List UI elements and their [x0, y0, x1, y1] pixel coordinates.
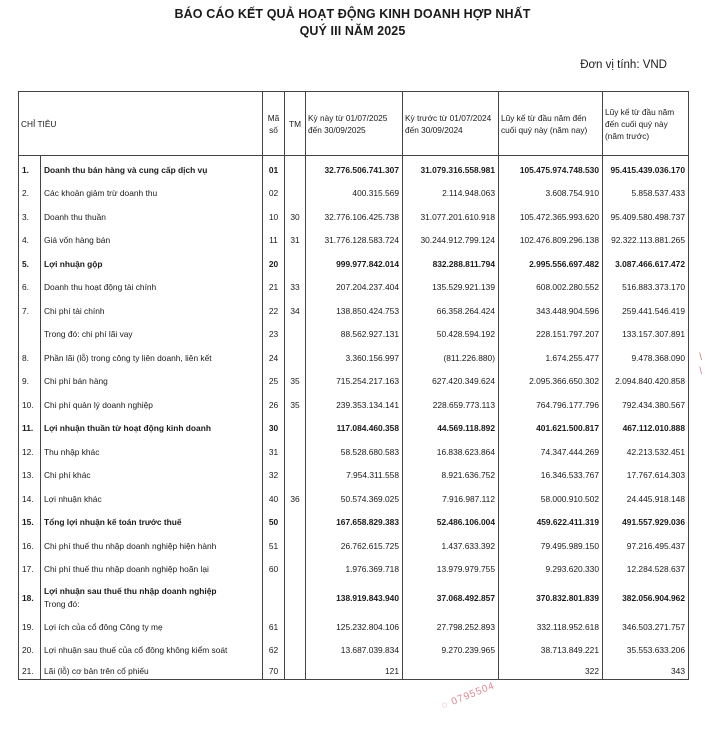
- row-number: 9.: [19, 370, 41, 394]
- header-indicator: CHỈ TIÊU: [19, 92, 263, 156]
- row-note: [285, 252, 306, 276]
- row-value-current-period: 125.232.804.106: [306, 615, 403, 639]
- row-value-current-period: 26.762.615.725: [306, 534, 403, 558]
- row-note: [285, 323, 306, 347]
- table-row: [19, 370, 689, 394]
- row-value-previous-period: 8.921.636.752: [403, 464, 499, 488]
- row-number: 20.: [19, 639, 41, 663]
- row-value-current-period: 400.315.569: [306, 182, 403, 206]
- row-note: [285, 581, 306, 615]
- row-code: 62: [263, 639, 285, 663]
- table-header-row: [19, 92, 689, 156]
- row-label: Chi phí khác: [41, 464, 263, 488]
- row-note: [285, 156, 306, 182]
- row-code: 26: [263, 393, 285, 417]
- row-note: [285, 440, 306, 464]
- currency-unit: Đơn vị tính: VND: [580, 59, 667, 71]
- row-value-previous-period: 16.838.623.864: [403, 440, 499, 464]
- row-number: [19, 323, 41, 347]
- row-label: Doanh thu hoạt động tài chính: [41, 276, 263, 300]
- row-number: 1.: [19, 156, 41, 182]
- row-value-ytd-current: 343.448.904.596: [499, 299, 603, 323]
- row-value-ytd-current: 38.713.849.221: [499, 639, 603, 663]
- row-label: Doanh thu bán hàng và cung cấp dịch vụ: [41, 156, 263, 182]
- row-value-ytd-previous: 12.284.528.637: [603, 558, 689, 582]
- row-number: 13.: [19, 464, 41, 488]
- row-number: 8.: [19, 346, 41, 370]
- table-row: [19, 440, 689, 464]
- row-value-ytd-current: 9.293.620.330: [499, 558, 603, 582]
- row-label: Chi phí thuế thu nhập doanh nghiệp hiện hành: [41, 534, 263, 558]
- row-value-current-period: 3.360.156.997: [306, 346, 403, 370]
- row-label: Lợi nhuận gộp: [41, 252, 263, 276]
- row-label: Các khoản giảm trừ doanh thu: [41, 182, 263, 206]
- row-value-ytd-previous: 133.157.307.891: [603, 323, 689, 347]
- row-value-current-period: 207.204.237.404: [306, 276, 403, 300]
- row-number: 21.: [19, 662, 41, 680]
- table-row: [19, 182, 689, 206]
- row-note: 36: [285, 487, 306, 511]
- row-code: [263, 581, 285, 615]
- row-label: Giá vốn hàng bán: [41, 229, 263, 253]
- table-row: [19, 511, 689, 535]
- row-code: 24: [263, 346, 285, 370]
- row-label: Trong đó: chi phí lãi vay: [41, 323, 263, 347]
- row-note: 35: [285, 370, 306, 394]
- row-value-ytd-previous: 24.445.918.148: [603, 487, 689, 511]
- row-value-ytd-current: 764.796.177.796: [499, 393, 603, 417]
- row-value-current-period: 32.776.506.741.307: [306, 156, 403, 182]
- row-value-ytd-current: 3.608.754.910: [499, 182, 603, 206]
- row-value-ytd-previous: 491.557.929.036: [603, 511, 689, 535]
- header-code: Mã số: [263, 92, 285, 156]
- row-value-ytd-previous: 346.503.271.757: [603, 615, 689, 639]
- row-value-current-period: 167.658.829.383: [306, 511, 403, 535]
- row-number: 11.: [19, 417, 41, 441]
- row-code: 01: [263, 156, 285, 182]
- row-note: [285, 639, 306, 663]
- row-note: 35: [285, 393, 306, 417]
- row-label-main: Lợi nhuận sau thuế thu nhập doanh nghiệp: [44, 586, 217, 596]
- company-seal-stamp: ◌ 0795504: [439, 680, 497, 712]
- row-value-previous-period: 52.486.106.004: [403, 511, 499, 535]
- row-value-ytd-current: 1.674.255.477: [499, 346, 603, 370]
- row-value-ytd-previous: 2.094.840.420.858: [603, 370, 689, 394]
- row-note: [285, 511, 306, 535]
- row-code: 23: [263, 323, 285, 347]
- row-value-previous-period: 13.979.979.755: [403, 558, 499, 582]
- row-note: 30: [285, 205, 306, 229]
- row-number: 16.: [19, 534, 41, 558]
- row-number: 7.: [19, 299, 41, 323]
- row-label: Phần lãi (lỗ) trong công ty liên doanh, liên kết: [41, 346, 263, 370]
- table-row: [19, 487, 689, 511]
- row-label: Chi phí bán hàng: [41, 370, 263, 394]
- row-code: 30: [263, 417, 285, 441]
- row-code: 51: [263, 534, 285, 558]
- row-note: [285, 464, 306, 488]
- row-value-previous-period: 31.079.316.558.981: [403, 156, 499, 182]
- row-value-current-period: 715.254.217.163: [306, 370, 403, 394]
- row-value-current-period: 88.562.927.131: [306, 323, 403, 347]
- row-value-ytd-current: 16.346.533.767: [499, 464, 603, 488]
- table-row: [19, 662, 689, 680]
- row-number: 18.: [19, 581, 41, 615]
- table-row: [19, 229, 689, 253]
- row-value-ytd-previous: 95.409.580.498.737: [603, 205, 689, 229]
- row-label: Lợi nhuận sau thuế của cổ đông không kiểm soát: [41, 639, 263, 663]
- table-row: [19, 156, 689, 182]
- row-number: 17.: [19, 558, 41, 582]
- row-value-ytd-previous: 42.213.532.451: [603, 440, 689, 464]
- row-number: 15.: [19, 511, 41, 535]
- table-row: [19, 276, 689, 300]
- row-value-current-period: 138.919.843.940: [306, 581, 403, 615]
- row-value-ytd-current: 79.495.989.150: [499, 534, 603, 558]
- row-label: Doanh thu thuần: [41, 205, 263, 229]
- table-row: [19, 346, 689, 370]
- table-row: [19, 615, 689, 639]
- row-value-ytd-current: 105.472.365.993.620: [499, 205, 603, 229]
- row-note: [285, 662, 306, 680]
- row-value-ytd-current: 332.118.952.618: [499, 615, 603, 639]
- row-value-current-period: 999.977.842.014: [306, 252, 403, 276]
- row-value-previous-period: 66.358.264.424: [403, 299, 499, 323]
- row-code: 21: [263, 276, 285, 300]
- row-value-ytd-previous: 343: [603, 662, 689, 680]
- row-value-current-period: 7.954.311.558: [306, 464, 403, 488]
- row-value-ytd-previous: 35.553.633.206: [603, 639, 689, 663]
- row-note: 33: [285, 276, 306, 300]
- row-note: [285, 615, 306, 639]
- row-note: 31: [285, 229, 306, 253]
- report-subtitle: QUÝ III NĂM 2025: [299, 24, 406, 38]
- row-value-previous-period: 7.916.987.112: [403, 487, 499, 511]
- row-value-ytd-previous: 9.478.368.090: [603, 346, 689, 370]
- row-value-ytd-previous: 792.434.380.567: [603, 393, 689, 417]
- header-ytd-current: Lũy kế từ đầu năm đến cuối quý này (năm nay): [499, 92, 603, 156]
- row-label: Chi phí quản lý doanh nghiệp: [41, 393, 263, 417]
- row-number: 6.: [19, 276, 41, 300]
- row-value-current-period: 13.687.039.834: [306, 639, 403, 663]
- row-value-previous-period: 9.270.239.965: [403, 639, 499, 663]
- row-value-current-period: 117.084.460.358: [306, 417, 403, 441]
- row-note: [285, 534, 306, 558]
- row-note: [285, 182, 306, 206]
- row-value-previous-period: 50.428.594.192: [403, 323, 499, 347]
- row-value-previous-period: [403, 662, 499, 680]
- row-value-previous-period: 135.529.921.139: [403, 276, 499, 300]
- row-value-ytd-current: 370.832.801.839: [499, 581, 603, 615]
- row-label: Lợi ích của cổ đông Công ty mẹ: [41, 615, 263, 639]
- edge-stamp-mark: \: [699, 352, 702, 363]
- row-value-ytd-previous: 467.112.010.888: [603, 417, 689, 441]
- row-value-previous-period: 30.244.912.799.124: [403, 229, 499, 253]
- table-row: [19, 639, 689, 663]
- row-value-ytd-current: 322: [499, 662, 603, 680]
- table-row: [19, 464, 689, 488]
- row-label: Lợi nhuận thuần từ hoạt động kinh doanh: [41, 417, 263, 441]
- row-value-ytd-previous: 5.858.537.433: [603, 182, 689, 206]
- row-code: 11: [263, 229, 285, 253]
- row-code: 02: [263, 182, 285, 206]
- row-value-current-period: 31.776.128.583.724: [306, 229, 403, 253]
- row-value-ytd-current: 608.002.280.552: [499, 276, 603, 300]
- row-number: 4.: [19, 229, 41, 253]
- table-row: [19, 581, 689, 615]
- table-row: [19, 299, 689, 323]
- row-code: 25: [263, 370, 285, 394]
- row-value-ytd-current: 459.622.411.319: [499, 511, 603, 535]
- row-value-previous-period: 1.437.633.392: [403, 534, 499, 558]
- row-value-ytd-previous: 3.087.466.617.472: [603, 252, 689, 276]
- row-value-ytd-current: 401.621.500.817: [499, 417, 603, 441]
- row-code: 70: [263, 662, 285, 680]
- row-value-current-period: 50.574.369.025: [306, 487, 403, 511]
- row-number: 2.: [19, 182, 41, 206]
- row-value-ytd-previous: 516.883.373.170: [603, 276, 689, 300]
- row-number: 10.: [19, 393, 41, 417]
- income-statement-table: [18, 91, 689, 680]
- row-code: 50: [263, 511, 285, 535]
- row-note: [285, 346, 306, 370]
- table-row: [19, 417, 689, 441]
- row-value-previous-period: 228.659.773.113: [403, 393, 499, 417]
- row-code: 60: [263, 558, 285, 582]
- row-number: 5.: [19, 252, 41, 276]
- row-value-previous-period: (811.226.880): [403, 346, 499, 370]
- table-row: [19, 393, 689, 417]
- row-value-ytd-current: 105.475.974.748.530: [499, 156, 603, 182]
- header-ytd-previous: Lũy kế từ đầu năm đến cuối quý này (năm trước): [603, 92, 689, 156]
- table-row: [19, 205, 689, 229]
- row-number: 3.: [19, 205, 41, 229]
- row-value-ytd-previous: 95.415.439.036.170: [603, 156, 689, 182]
- row-value-ytd-current: 102.476.809.296.138: [499, 229, 603, 253]
- header-previous-period: Kỳ trước từ 01/07/2024 đến 30/09/2024: [403, 92, 499, 156]
- row-value-ytd-previous: 382.056.904.962: [603, 581, 689, 615]
- row-value-ytd-current: 228.151.797.207: [499, 323, 603, 347]
- header-note: TM: [285, 92, 306, 156]
- row-value-ytd-previous: 259.441.546.419: [603, 299, 689, 323]
- row-value-current-period: 1.976.369.718: [306, 558, 403, 582]
- row-value-ytd-current: 74.347.444.269: [499, 440, 603, 464]
- row-label: Tổng lợi nhuận kế toán trước thuế: [41, 511, 263, 535]
- row-value-previous-period: 31.077.201.610.918: [403, 205, 499, 229]
- report-title: BÁO CÁO KẾT QUẢ HOẠT ĐỘNG KINH DOANH HỢP NHẤT: [174, 7, 531, 21]
- row-code: 22: [263, 299, 285, 323]
- row-value-current-period: 32.776.106.425.738: [306, 205, 403, 229]
- row-number: 14.: [19, 487, 41, 511]
- row-value-previous-period: 2.114.948.063: [403, 182, 499, 206]
- row-code: 10: [263, 205, 285, 229]
- row-code: 61: [263, 615, 285, 639]
- row-label: Lãi (lỗ) cơ bản trên cổ phiếu: [41, 662, 263, 680]
- row-label: Lợi nhuận khác: [41, 487, 263, 511]
- table-row: [19, 252, 689, 276]
- row-note: [285, 558, 306, 582]
- row-label: Chi phí tài chính: [41, 299, 263, 323]
- row-label: [41, 581, 263, 615]
- row-number: 19.: [19, 615, 41, 639]
- row-value-previous-period: 832.288.811.794: [403, 252, 499, 276]
- row-value-ytd-previous: 17.767.614.303: [603, 464, 689, 488]
- row-number: 12.: [19, 440, 41, 464]
- header-current-period: Kỳ này từ 01/07/2025 đến 30/09/2025: [306, 92, 403, 156]
- table-row: [19, 534, 689, 558]
- row-note: 34: [285, 299, 306, 323]
- row-note: [285, 417, 306, 441]
- row-value-previous-period: 37.068.492.857: [403, 581, 499, 615]
- edge-stamp-mark: \: [699, 366, 702, 377]
- row-value-previous-period: 44.569.118.892: [403, 417, 499, 441]
- row-value-previous-period: 27.798.252.893: [403, 615, 499, 639]
- row-value-current-period: 121: [306, 662, 403, 680]
- row-label: Thu nhập khác: [41, 440, 263, 464]
- row-label-sub: Trong đó:: [44, 599, 80, 609]
- row-value-current-period: 239.353.134.141: [306, 393, 403, 417]
- row-code: 32: [263, 464, 285, 488]
- row-value-ytd-current: 2.095.366.650.302: [499, 370, 603, 394]
- row-value-ytd-current: 2.995.556.697.482: [499, 252, 603, 276]
- row-value-ytd-current: 58.000.910.502: [499, 487, 603, 511]
- row-value-ytd-previous: 92.322.113.881.265: [603, 229, 689, 253]
- row-code: 40: [263, 487, 285, 511]
- row-label: Chi phí thuế thu nhập doanh nghiệp hoãn lại: [41, 558, 263, 582]
- row-value-current-period: 138.850.424.753: [306, 299, 403, 323]
- table-row: [19, 323, 689, 347]
- row-value-previous-period: 627.420.349.624: [403, 370, 499, 394]
- row-value-current-period: 58.528.680.583: [306, 440, 403, 464]
- row-code: 31: [263, 440, 285, 464]
- table-row: [19, 558, 689, 582]
- row-value-ytd-previous: 97.216.495.437: [603, 534, 689, 558]
- row-code: 20: [263, 252, 285, 276]
